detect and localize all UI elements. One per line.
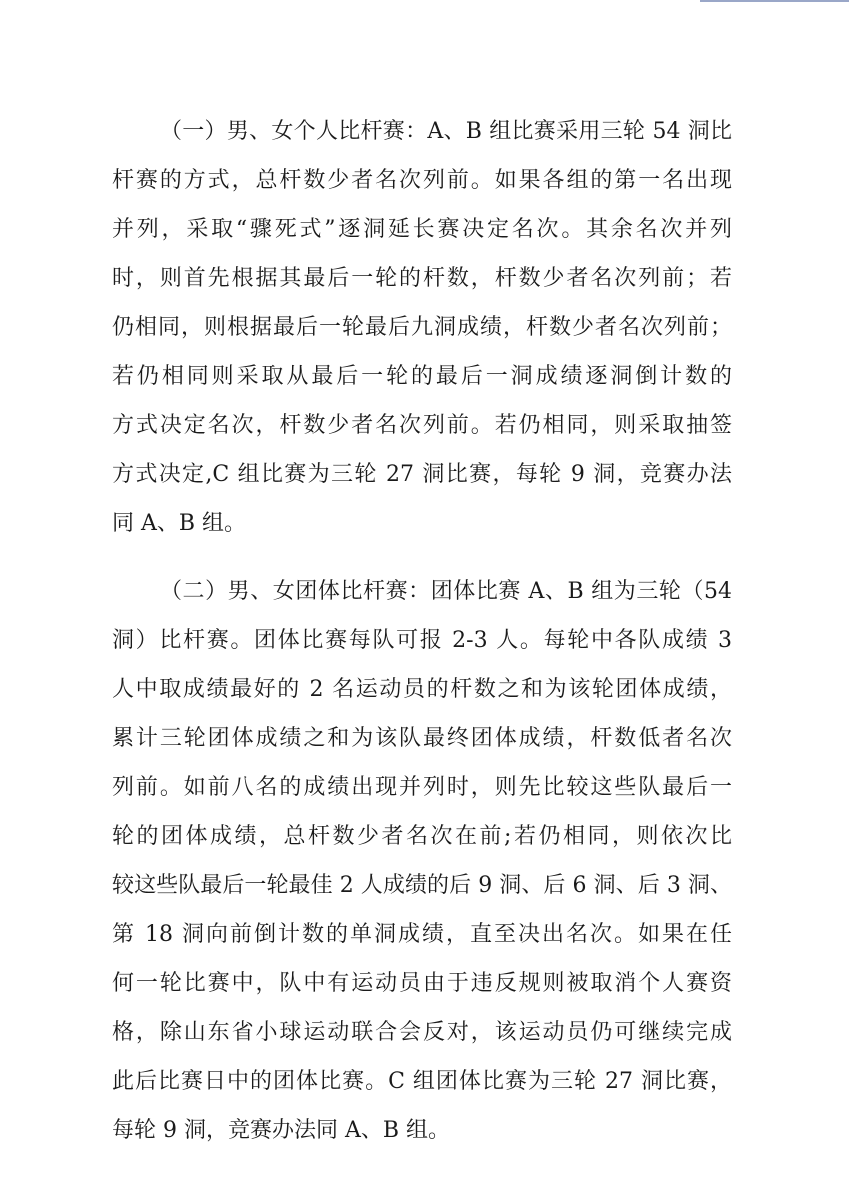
text-line: 轮的团体成绩，总杆数少者名次在前;若仍相同，则依次比	[112, 824, 732, 849]
text-line: （二）男、女团体比杆赛：团体比赛 A、B 组为三轮（54	[160, 579, 732, 604]
text-line: 第 18 洞向前倒计数的单洞成绩，直至决出名次。如果在任	[112, 922, 732, 947]
text-line: 每轮 9 洞，竞赛办法同 A、B 组。	[112, 1118, 451, 1143]
text-line: 并列，采取“骤死式”逐洞延长赛决定名次。其余名次并列	[112, 217, 732, 242]
text-line: 仍相同，则根据最后一轮最后九洞成绩，杆数少者名次列前；	[112, 315, 732, 340]
scan-edge-line	[700, 0, 849, 2]
text-line: 杆赛的方式，总杆数少者名次列前。如果各组的第一名出现	[112, 168, 732, 193]
text-line: 若仍相同则采取从最后一轮的最后一洞成绩逐洞倒计数的	[112, 364, 732, 389]
text-line: 人中取成绩最好的 2 名运动员的杆数之和为该轮团体成绩，	[112, 677, 732, 702]
text-line: 此后比赛日中的团体比赛。C 组团体比赛为三轮 27 洞比赛，	[112, 1069, 732, 1094]
text-line: 方式决定名次，杆数少者名次列前。若仍相同，则采取抽签	[112, 413, 732, 438]
text-line: （一）男、女个人比杆赛：A、B 组比赛采用三轮 54 洞比	[160, 119, 732, 144]
text-line: 同 A、B 组。	[112, 511, 247, 536]
text-line: 何一轮比赛中，队中有运动员由于违反规则被取消个人赛资	[112, 971, 732, 996]
text-line: 累计三轮团体成绩之和为该队最终团体成绩，杆数低者名次	[112, 726, 732, 751]
text-line: 列前。如前八名的成绩出现并列时，则先比较这些队最后一	[112, 775, 732, 800]
text-line: 格，除山东省小球运动联合会反对，该运动员仍可继续完成	[112, 1020, 732, 1045]
text-line: 方式决定,C 组比赛为三轮 27 洞比赛，每轮 9 洞，竞赛办法	[112, 462, 732, 487]
text-line: 较这些队最后一轮最佳 2 人成绩的后 9 洞、后 6 洞、后 3 洞、	[112, 873, 732, 898]
text-line: 洞）比杆赛。团体比赛每队可报 2-3 人。每轮中各队成绩 3	[112, 628, 732, 653]
text-line: 时，则首先根据其最后一轮的杆数，杆数少者名次列前；若	[112, 266, 732, 291]
